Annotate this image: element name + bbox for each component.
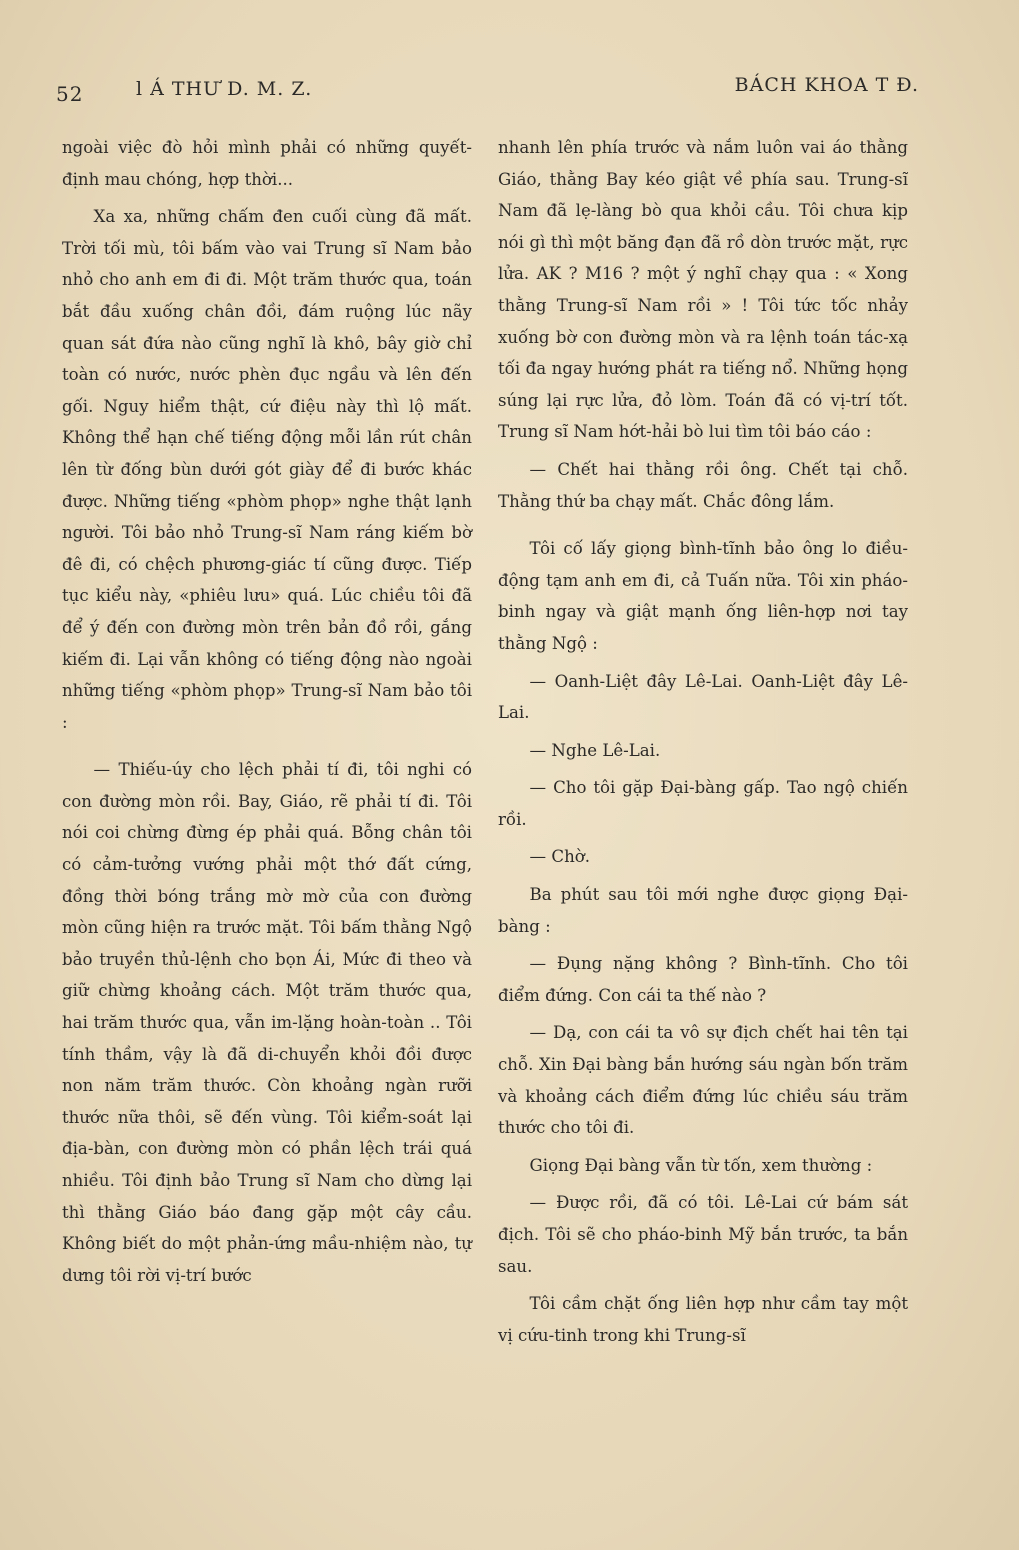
paragraph: — Dạ, con cái ta vô sự địch chết hai tên tại chỗ. Xin Đại bàng bắn hướng sáu ngàn bốn trăm và khoảng cách điểm đứng lúc chiều sáu trăm thước cho tôi đi.: [498, 1023, 908, 1138]
paragraph: Ba phút sau tôi mới nghe được giọng Đại-bàng :: [498, 885, 908, 936]
running-title-left: l Á THƯ D. M. Z.: [136, 78, 313, 100]
paragraph: — Đụng nặng không ? Bình-tĩnh. Cho tôi điểm đứng. Con cái ta thế nào ?: [498, 954, 908, 1005]
paragraph: — Cho tôi gặp Đại-bàng gấp. Tao ngộ chiến rồi.: [498, 778, 908, 829]
paragraph: Giọng Đại bàng vẫn từ tốn, xem thường :: [529, 1155, 873, 1175]
right-column: [498, 132, 908, 1351]
paragraph: ngoài việc đò hỏi mình phải có những quyết-định mau chóng, hợp thời...: [62, 138, 472, 189]
page-number: 52: [56, 82, 84, 106]
paragraph: Tôi cầm chặt ống liên hợp như cầm tay một vị cứu-tinh trong khi Trung-sĩ: [498, 1294, 908, 1345]
paragraph: — Oanh-Liệt đây Lê-Lai. Oanh-Liệt đây Lê-Lai.: [498, 671, 908, 723]
left-column: [62, 132, 472, 1291]
paragraph: — Thiếu-úy cho lệch phải tí đi, tôi nghi có con đường mòn rồi. Bay, Giáo, rẽ phải tí đi. Tôi nói coi chừng đừng ép phải quá. Bỗng chân tôi có cảm-tưởng vướng phải một thớ đất cứng, đồng thời bóng trắng mờ mờ của con đường mòn cũng hiện ra trước mặt. Tôi bấm thằng Ngộ bảo truyền thủ-lệnh cho bọn Ái, Mức đi theo và giữ chừng khoảng cách. Một trăm thước qua, hai trăm thước qua, vẫn im-lặng hoàn-toàn .. Tôi tính thầm, vậy là đã di-chuyển khỏi đồi được non năm trăm thước. Còn khoảng ngàn rưỡi thước nữa thôi, sẽ đến vùng. Tôi kiểm-soát lại địa-bàn, con đường mòn có phần lệch trái quá nhiều. Tôi định bảo Trung sĩ Nam cho dừng lại thì thằng Giáo báo đang gặp một cây cầu. Không biết do một phản-ứng mầu-nhiệm nào, tự dưng tôi rời vị-trí bước: [62, 760, 472, 1285]
paragraph: Tôi cố lấy giọng bình-tĩnh bảo ông lo điều-động tạm anh em đi, cả Tuấn nữa. Tôi xin pháo-binh ngay và giật mạnh ống liên-hợp nơi tay thằng Ngộ :: [498, 539, 908, 653]
paragraph: nhanh lên phía trước và nắm luôn vai áo thằng Giáo, thằng Bay kéo giật về phía sau. Trung-sĩ Nam đã lẹ-làng bò qua khỏi cầu. Tôi chưa kịp nói gì thì một băng đạn đã rồ dòn trước mặt, rực lửa. AK ? M16 ? một ý nghĩ chạy qua : « Xong thằng Trung-sĩ Nam rồi » ! Tôi tức tốc nhảy xuống bờ con đường mòn và ra lệnh toán tác-xạ tối đa ngay hướng phát ra tiếng nổ. Những họng súng lại rực lửa, đỏ lòm. Toán đã có vị-trí tốt. Trung sĩ Nam hớt-hải bò lui tìm tôi báo cáo :: [498, 138, 908, 442]
paragraph: — Chết hai thằng rồi ông. Chết tại chỗ. Thằng thứ ba chạy mất. Chắc đông lắm.: [498, 459, 908, 511]
page-header: [56, 74, 919, 108]
paragraph: — Được rồi, đã có tôi. Lê-Lai cứ bám sát địch. Tôi sẽ cho pháo-binh Mỹ bắn trước, ta bắn sau.: [498, 1193, 908, 1276]
running-title-right: BÁCH KHOA T Đ.: [734, 74, 919, 96]
paragraph: — Nghe Lê-Lai.: [529, 740, 661, 760]
paragraph: Xa xa, những chấm đen cuối cùng đã mất. Trời tối mù, tôi bấm vào vai Trung sĩ Nam bảo nhỏ cho anh em đi đi. Một trăm thước qua, toán bắt đầu xuống chân đồi, đám ruộng lúc nãy quan sát đứa nào cũng nghĩ là khô, bây giờ chỉ toàn có nước, nước phèn đục ngầu và lên đến gối. Nguy hiểm thật, cứ điệu này thì lộ mất. Không thể hạn chế tiếng động mỗi lần rút chân lên từ đống bùn dưới gót giày để đi bước khác được. Những tiếng «phòm phọp» nghe thật lạnh người. Tôi bảo nhỏ Trung-sĩ Nam ráng kiếm bờ đê đi, có chệch phương-giác tí cũng được. Tiếp tục kiểu này, «phiêu lưu» quá. Lúc chiều tôi đã để ý đến con đường mòn trên bản đồ rồi, gắng kiếm đi. Lại vẫn không có tiếng động nào ngoài những tiếng «phòm phọp» Trung-sĩ Nam bảo tôi :: [62, 207, 472, 732]
paragraph: — Chờ.: [529, 847, 591, 867]
